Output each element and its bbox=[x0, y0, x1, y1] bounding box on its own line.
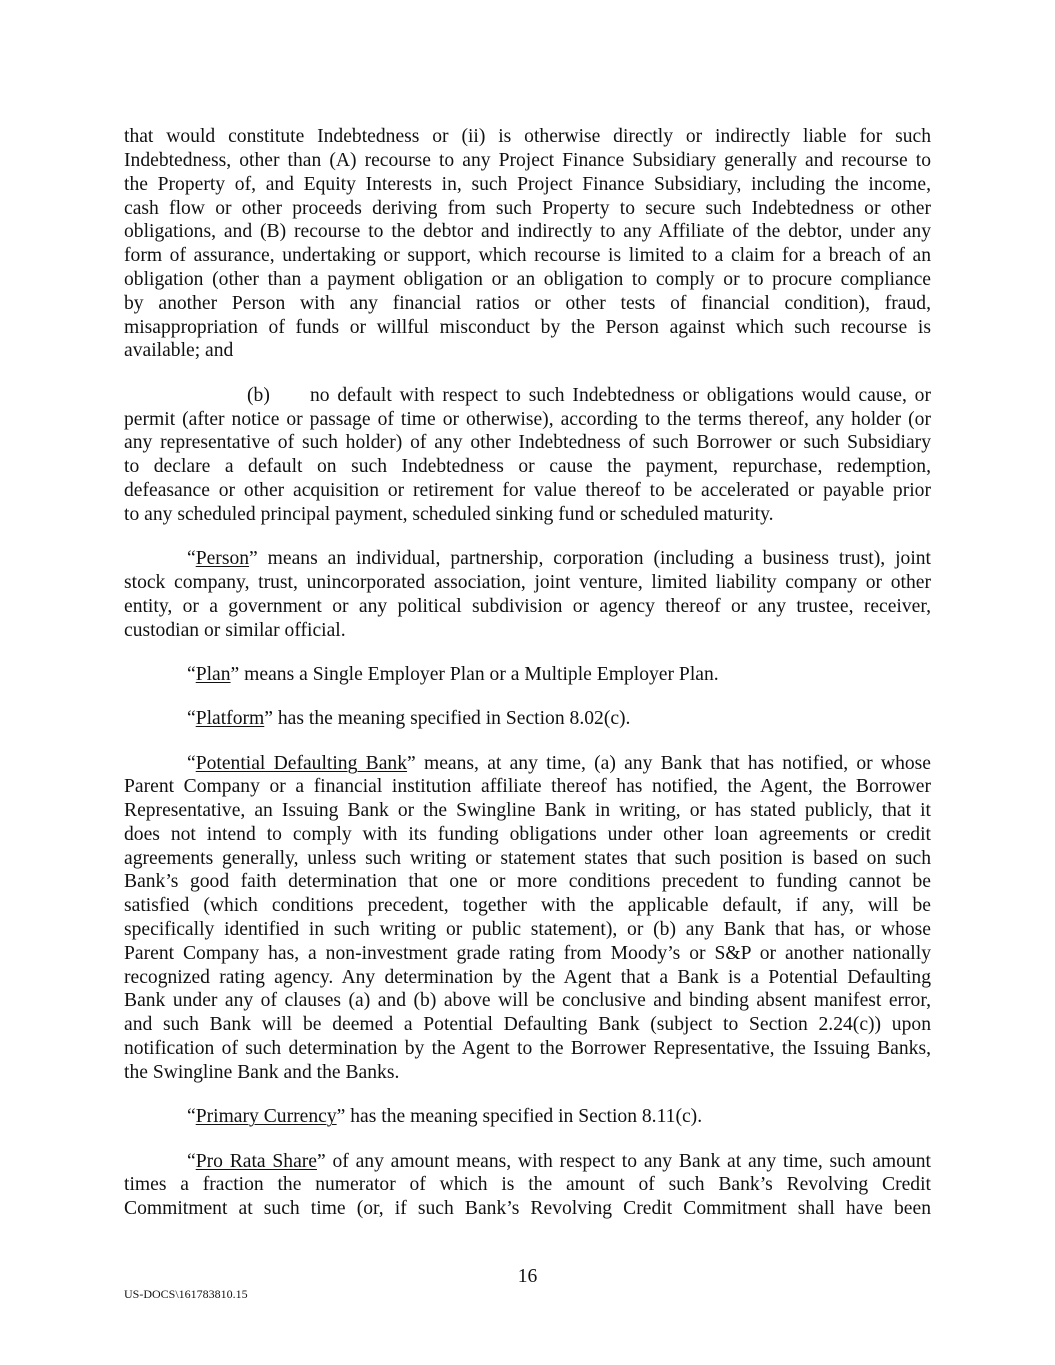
text-line: Bank’s good faith determination that one or more conditions precedent to funding cannot be bbox=[124, 871, 931, 892]
text-line bbox=[187, 752, 931, 776]
definition-text: ” means a Single Employer Plan or a Multiple Employer Plan. bbox=[230, 664, 719, 685]
text-line: Bank under any of clauses (a) and (b) above will be conclusive and binding absent manifest error, bbox=[124, 990, 931, 1011]
text-line: Commitment at such time (or, if such Bank’s Revolving Credit Commitment shall have been bbox=[124, 1198, 931, 1219]
text-line: any representative of such holder) of any other Indebtedness of such Borrower or such Subsidiary bbox=[124, 432, 931, 453]
text-line: by another Person with any financial ratios or other tests of financial condition), fraud, bbox=[124, 293, 931, 314]
text-line: no default with respect to such Indebtedness or obligations would cause, or bbox=[310, 385, 931, 406]
open-quote: “ bbox=[187, 1151, 196, 1172]
text-line: Parent Company has, a non-investment grade rating from Moody’s or S&P or another nationally bbox=[124, 943, 931, 964]
text-line: recognized rating agency. Any determination by the Agent that a Bank is a Potential Defaulting bbox=[124, 967, 931, 988]
clause-label: (b) bbox=[247, 385, 270, 406]
defined-term: Pro Rata Share bbox=[195, 1151, 317, 1172]
document-id: US-DOCS\161783810.15 bbox=[124, 1287, 248, 1301]
open-quote: “ bbox=[187, 708, 196, 729]
text-line: Indebtedness, other than (A) recourse to any Project Finance Subsidiary generally and recourse to bbox=[124, 150, 931, 171]
definition-text: ” means, at any time, (a) any Bank that has notified, or whose bbox=[407, 753, 932, 774]
text-line: that would constitute Indebtedness or (ii) is otherwise directly or indirectly liable for such bbox=[124, 126, 931, 147]
text-line: misappropriation of funds or willful misconduct by the Person against which such recourse is bbox=[124, 317, 931, 338]
text-line: times a fraction the numerator of which is the amount of such Bank’s Revolving Credit bbox=[124, 1174, 931, 1195]
text-line: entity, or a government or any political subdivision or agency thereof or any trustee, receiver, bbox=[124, 596, 931, 617]
definition-text: ” means an individual, partnership, corporation (including a business trust), joint bbox=[249, 548, 931, 569]
definition-text: ” has the meaning specified in Section 8.11(c). bbox=[336, 1106, 703, 1127]
text-line: does not intend to comply with its funding obligations under other loan agreements or credit bbox=[124, 824, 931, 845]
defined-term: Person bbox=[195, 548, 250, 569]
open-quote: “ bbox=[187, 548, 196, 569]
text-line: obligations, and (B) recourse to the debtor and indirectly to any Affiliate of the debtor, under any bbox=[124, 221, 931, 242]
text-line bbox=[187, 547, 931, 571]
text-line bbox=[187, 663, 931, 687]
text-line: the Swingline Bank and the Banks. bbox=[124, 1062, 400, 1083]
text-line: agreements generally, unless such writing or statement states that such position is based on such bbox=[124, 848, 931, 869]
text-line: obligation (other than a payment obligation or an obligation to comply or to procure compliance bbox=[124, 269, 931, 290]
open-quote: “ bbox=[187, 1106, 196, 1127]
text-line: defeasance or other acquisition or retirement for value thereof to be accelerated or payable prior bbox=[124, 480, 931, 501]
text-line: satisfied (which conditions precedent, together with the applicable default, if any, will be bbox=[124, 895, 931, 916]
text-line: Representative, an Issuing Bank or the Swingline Bank in writing, or has stated publicly, that it bbox=[124, 800, 931, 821]
text-line: custodian or similar official. bbox=[124, 620, 346, 641]
text-line bbox=[187, 707, 931, 731]
text-line bbox=[187, 1150, 931, 1174]
open-quote: “ bbox=[187, 753, 196, 774]
definition-text: ” of any amount means, with respect to any Bank at any time, such amount bbox=[317, 1151, 931, 1172]
text-line: and such Bank will be deemed a Potential Defaulting Bank (subject to Section 2.24(c)) upon bbox=[124, 1014, 931, 1035]
text-line: Parent Company or a financial institution affiliate thereof has notified, the Agent, the Borrower bbox=[124, 776, 931, 797]
text-line: to any scheduled principal payment, scheduled sinking fund or scheduled maturity. bbox=[124, 504, 774, 525]
defined-term: Potential Defaulting Bank bbox=[195, 753, 408, 774]
text-line bbox=[187, 1105, 931, 1129]
text-line: form of assurance, undertaking or support, which recourse is limited to a claim for a breach of an bbox=[124, 245, 931, 266]
text-line: the Property of, and Equity Interests in, such Project Finance Subsidiary, including the income, bbox=[124, 174, 931, 195]
page-number: 16 bbox=[517, 1266, 538, 1287]
defined-term: Primary Currency bbox=[195, 1106, 337, 1127]
text-line: available; and bbox=[124, 340, 234, 361]
defined-term: Plan bbox=[195, 664, 231, 685]
text-line: stock company, trust, unincorporated association, joint venture, limited liability company or other bbox=[124, 572, 931, 593]
text-line: notification of such determination by the Agent to the Borrower Representative, the Issuing Banks, bbox=[124, 1038, 931, 1059]
definition-text: ” has the meaning specified in Section 8.02(c). bbox=[264, 708, 631, 729]
text-line: to declare a default on such Indebtedness or cause the payment, repurchase, redemption, bbox=[124, 456, 931, 477]
defined-term: Platform bbox=[195, 708, 265, 729]
text-line: specifically identified in such writing or public statement), or (b) any Bank that has, or whose bbox=[124, 919, 931, 940]
text-line: permit (after notice or passage of time or otherwise), according to the terms thereof, any holder (or bbox=[124, 409, 931, 430]
text-line: cash flow or other proceeds deriving from such Property to secure such Indebtedness or other bbox=[124, 198, 931, 219]
open-quote: “ bbox=[187, 664, 196, 685]
